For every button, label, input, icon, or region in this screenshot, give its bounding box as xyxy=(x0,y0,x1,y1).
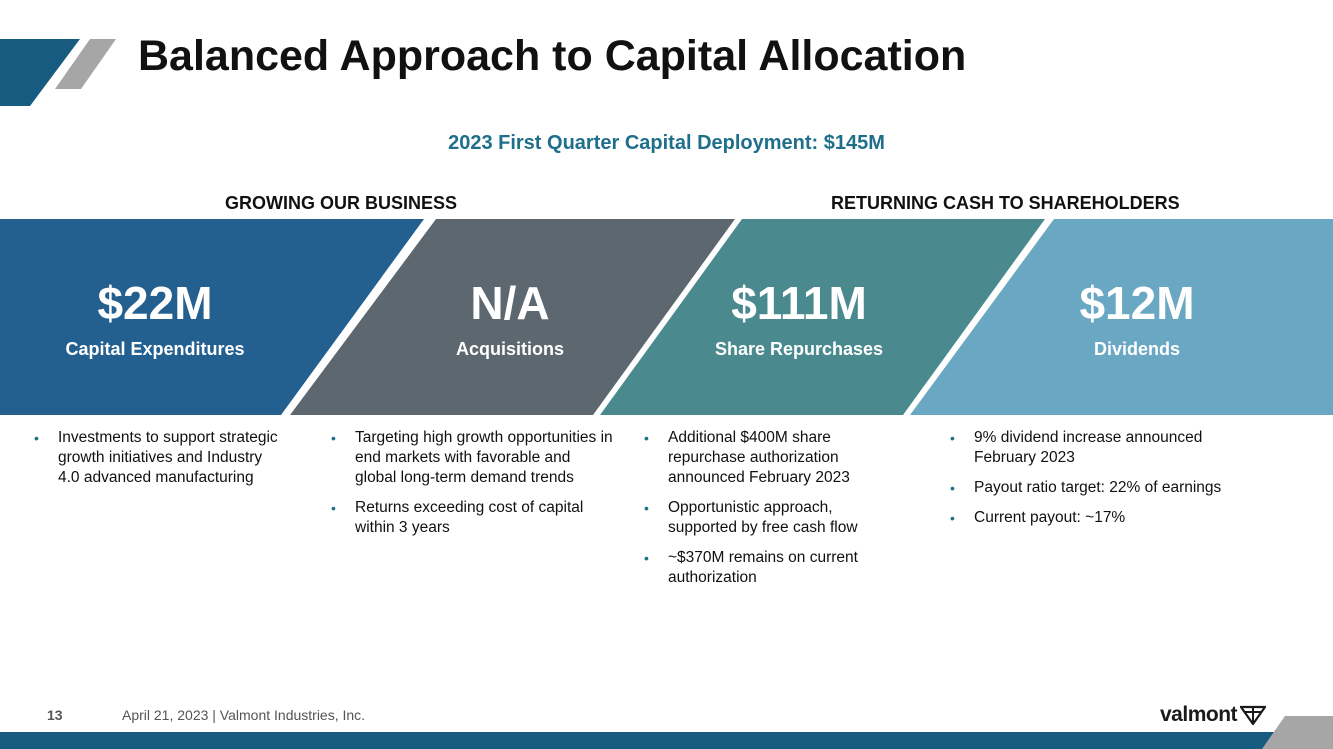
list-item: • Targeting high growth opportunities in end markets with favorable and global long-term demand trends xyxy=(330,428,615,488)
section-label-growing: GROWING OUR BUSINESS xyxy=(225,193,458,213)
list-item: • 9% dividend increase announced February 2023 xyxy=(949,428,1259,468)
acquisitions-label: Acquisitions xyxy=(455,339,564,359)
logo-text: valmont xyxy=(1160,703,1238,726)
capex-label: Capital Expenditures xyxy=(65,339,245,359)
list-item: • Payout ratio target: 22% of earnings xyxy=(949,478,1259,498)
repurchases-bullets xyxy=(643,428,888,598)
panel-capex xyxy=(5,275,305,360)
list-item: • Opportunistic approach, supported by free cash flow xyxy=(643,498,888,538)
list-item: • Returns exceeding cost of capital within 3 years xyxy=(330,498,615,538)
acquisitions-amount: N/A xyxy=(470,277,550,329)
list-item: • Investments to support strategic growth initiatives and Industry 4.0 advanced manufacturing xyxy=(33,428,283,488)
page-number: 13 xyxy=(47,707,63,723)
panel-repurchases xyxy=(649,275,949,360)
list-item: • Additional $400M share repurchase authorization announced February 2023 xyxy=(643,428,888,488)
capital-deployment-subtitle: 2023 First Quarter Capital Deployment: $145M xyxy=(448,132,885,154)
repurchases-amount: $111M xyxy=(731,277,867,329)
header-stripes xyxy=(0,0,130,110)
list-item: • ~$370M remains on current authorization xyxy=(643,548,888,588)
acquisitions-bullets xyxy=(330,428,615,548)
footer-bar xyxy=(0,716,1333,749)
capex-bullets xyxy=(33,428,283,498)
section-label-returning: RETURNING CASH TO SHAREHOLDERS xyxy=(831,193,1180,213)
list-item: • Current payout: ~17% xyxy=(949,508,1259,528)
dividends-amount: $12M xyxy=(1079,277,1195,329)
dividends-bullets xyxy=(949,428,1259,538)
footer-text: April 21, 2023 | Valmont Industries, Inc. xyxy=(122,707,366,723)
page-title: Balanced Approach to Capital Allocation xyxy=(138,32,967,80)
panel-dividends xyxy=(987,275,1287,360)
dividends-label: Dividends xyxy=(1093,339,1181,359)
repurchases-label: Share Repurchases xyxy=(714,339,884,359)
panel-acquisitions xyxy=(360,275,660,360)
capex-amount: $22M xyxy=(97,277,213,329)
